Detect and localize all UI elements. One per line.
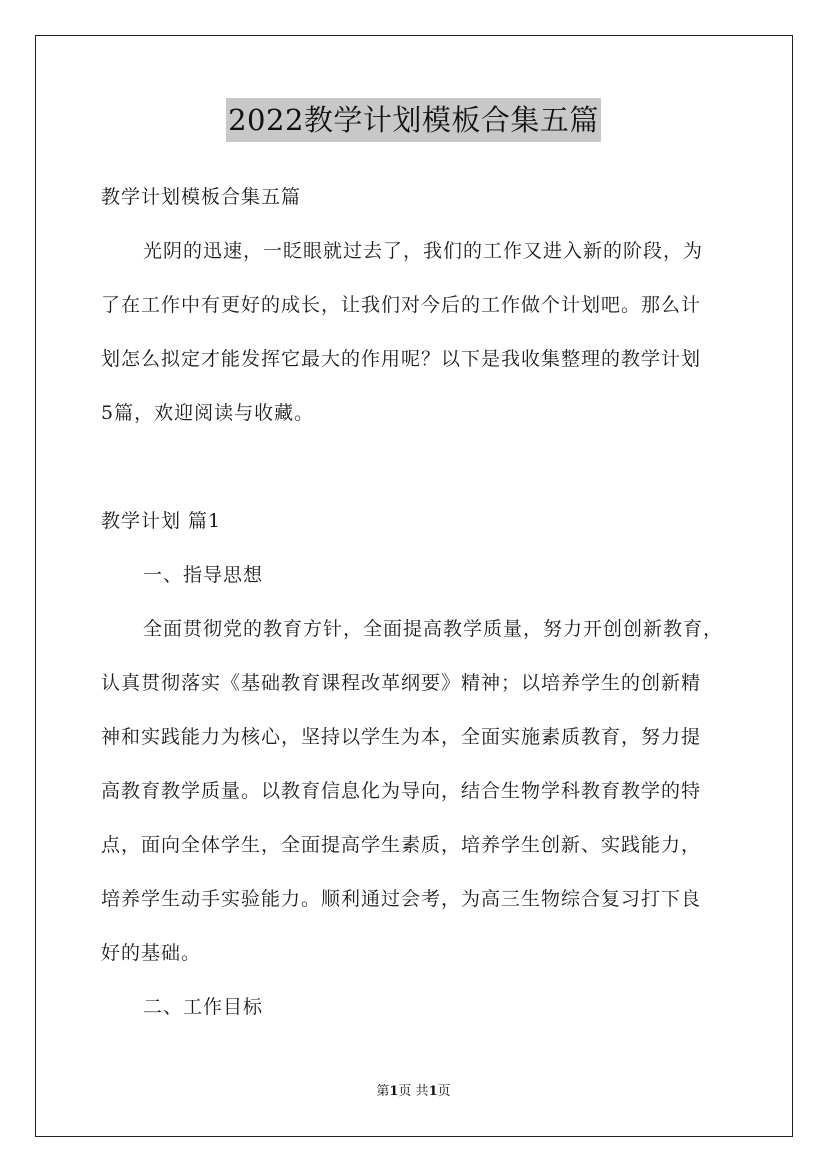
title-container (0, 98, 827, 142)
page-current: 1 (389, 1084, 399, 1099)
page-mid: 页 共 (398, 1084, 429, 1099)
body-line: 培养学生动手实验能力。顺利通过会考，为高三生物综合复习打下良 (101, 888, 702, 910)
body-line: 好的基础。 (101, 942, 202, 964)
page-suffix: 页 (437, 1084, 451, 1099)
page-footer (0, 1082, 827, 1102)
body-line: 点，面向全体学生，全面提高学生素质，培养学生创新、实践能力， (101, 834, 702, 856)
document-body (101, 170, 741, 1034)
intro-line: 5篇，欢迎阅读与收藏。 (101, 402, 315, 424)
body-line: 认真贯彻落实《基础教育课程改革纲要》精神；以培养学生的创新精 (101, 672, 702, 694)
paragraph-gap (101, 440, 741, 494)
body-line: 神和实践能力为核心，坚持以学生为本，全面实施素质教育，努力提 (101, 726, 702, 748)
document-subtitle: 教学计划模板合集五篇 (101, 186, 302, 208)
page-total: 1 (428, 1084, 438, 1099)
body-line: 高教育教学质量。以教育信息化为导向，结合生物学科教育教学的特 (101, 780, 702, 802)
intro-line: 划怎么拟定才能发挥它最大的作用呢？以下是我收集整理的教学计划 (101, 348, 702, 370)
body-line: 全面贯彻党的教育方针，全面提高教学质量，努力开创创新教育， (143, 618, 724, 640)
section-heading: 教学计划 篇1 (101, 510, 222, 532)
part-heading: 二、工作目标 (143, 996, 264, 1018)
page-prefix: 第 (376, 1084, 390, 1099)
intro-line: 光阴的迅速，一眨眼就过去了，我们的工作又进入新的阶段，为 (143, 240, 704, 262)
document-title: 2022教学计划模板合集五篇 (226, 98, 601, 142)
intro-line: 了在工作中有更好的成长，让我们对今后的工作做个计划吧。那么计 (101, 294, 702, 316)
part-heading: 一、指导思想 (143, 564, 264, 586)
